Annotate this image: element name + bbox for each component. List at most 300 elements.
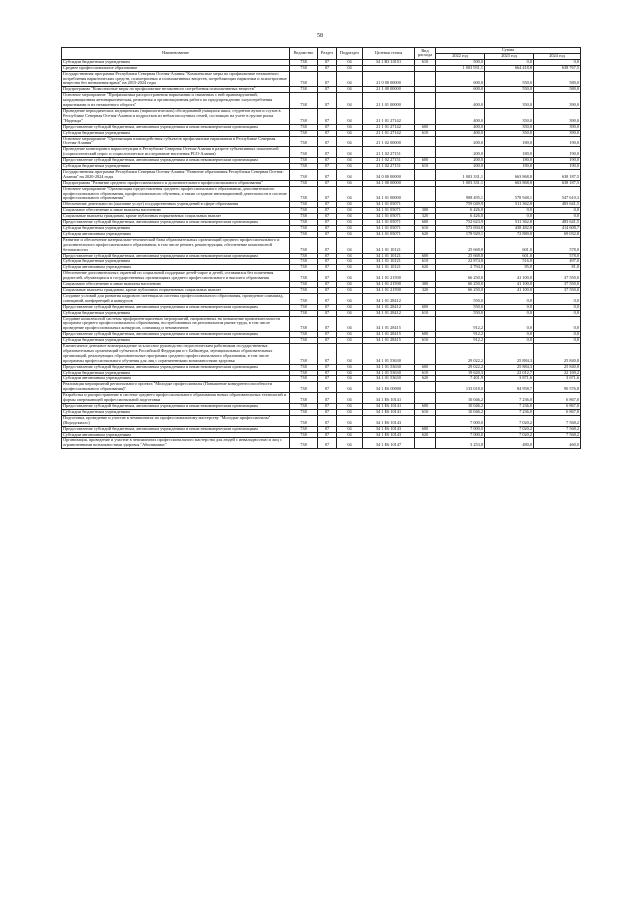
row-2023: 7 236,0 bbox=[485, 393, 534, 404]
row-2024: 0,0 bbox=[534, 59, 581, 65]
row-vr: 620 bbox=[415, 265, 436, 271]
row-razdel: 07 bbox=[318, 409, 337, 415]
header-2023: 2023 год bbox=[485, 53, 534, 59]
row-razdel: 07 bbox=[318, 310, 337, 316]
table-row bbox=[62, 136, 581, 147]
row-podrazdel: 04 bbox=[337, 415, 363, 426]
row-podrazdel: 04 bbox=[337, 338, 363, 344]
row-2023: 578 948,1 bbox=[485, 186, 534, 202]
row-2022: 22 874,8 bbox=[436, 259, 485, 265]
table-row bbox=[62, 316, 581, 332]
row-podrazdel: 04 bbox=[337, 226, 363, 232]
row-razdel: 07 bbox=[318, 108, 337, 124]
row-2024: 6 867,0 bbox=[534, 409, 581, 415]
row-2024: 7 568,2 bbox=[534, 426, 581, 432]
row-name: Проведение мониторинга наркоситуации в Республике Северная Осетия-Алания в разрезе субъективных показателей (социологический опрос и социологическое исследование населения РСО-Алания) bbox=[62, 147, 290, 158]
row-vr bbox=[415, 136, 436, 147]
row-2024: 190,0 bbox=[534, 147, 581, 158]
row-vr: 600 bbox=[415, 220, 436, 226]
row-2022: 25 668,8 bbox=[436, 253, 485, 259]
row-name: Социальные выплаты гражданам, кроме публичных нормативных социальных выплат bbox=[62, 214, 290, 220]
row-razdel: 07 bbox=[318, 237, 337, 253]
row-ved: 738 bbox=[290, 226, 318, 232]
header-cs: Целевая статья bbox=[363, 48, 415, 60]
row-2024: 7 568,2 bbox=[534, 432, 581, 438]
table-header bbox=[62, 48, 581, 60]
row-2024: 483 641,5 bbox=[534, 220, 581, 226]
row-razdel: 07 bbox=[318, 124, 337, 130]
row-cs: 34 1 01 05071 bbox=[363, 214, 415, 220]
row-podrazdel: 04 bbox=[337, 376, 363, 382]
table-row bbox=[62, 382, 581, 393]
row-cs: 34 1 01 28412 bbox=[363, 310, 415, 316]
row-vr bbox=[415, 186, 436, 202]
row-2022: 178 929,1 bbox=[436, 231, 485, 237]
row-cs: 34 1 E6 10143 bbox=[363, 432, 415, 438]
row-cs: 34 1 E6 10143 bbox=[363, 415, 415, 426]
row-2023: 663 868,8 bbox=[485, 180, 534, 186]
header-2024: 2024 год bbox=[534, 53, 581, 59]
table-body bbox=[62, 59, 581, 448]
row-name: Субсидии бюджетным учреждениям bbox=[62, 370, 290, 376]
row-name: Социальное обеспечение и иные выплаты населению bbox=[62, 282, 290, 288]
row-ved: 738 bbox=[290, 259, 318, 265]
row-name: Разработка и распространение в системе среднего профессионального образования новых образовательных технологий и формы опережающей профессиональной подготовки bbox=[62, 393, 290, 404]
row-2023: 25 884,3 bbox=[485, 344, 534, 365]
row-vr bbox=[415, 237, 436, 253]
row-ved: 738 bbox=[290, 231, 318, 237]
row-ved: 738 bbox=[290, 130, 318, 136]
row-2022: 7 000,0 bbox=[436, 415, 485, 426]
header-summa: Сумма bbox=[436, 48, 581, 54]
row-name: Предоставление субсидий бюджетным, автономным учреждениям и иным некоммерческим организациям bbox=[62, 158, 290, 164]
row-ved: 738 bbox=[290, 214, 318, 220]
row-ved: 738 bbox=[290, 338, 318, 344]
table-row bbox=[62, 93, 581, 109]
row-2024: 578,0 bbox=[534, 237, 581, 253]
row-cs: 34 1 01 05071 bbox=[363, 208, 415, 214]
row-podrazdel: 04 bbox=[337, 214, 363, 220]
row-ved: 738 bbox=[290, 409, 318, 415]
row-razdel: 07 bbox=[318, 393, 337, 404]
row-name: Предоставление субсидий бюджетным, автономным учреждениям и иным некоммерческим организациям bbox=[62, 124, 290, 130]
row-name: Субсидии бюджетным учреждениям bbox=[62, 164, 290, 170]
row-cs: 21 1 02 27151 bbox=[363, 147, 415, 158]
row-name: Предоставление субсидий бюджетным, автономным учреждениям и иным некоммерческим организациям bbox=[62, 220, 290, 226]
row-name: Основное мероприятие "Организация взаимодействия субъектов профилактики наркомании в Республике Северная Осетия-Алания" bbox=[62, 136, 290, 147]
row-razdel: 07 bbox=[318, 370, 337, 376]
row-2023: 0,0 bbox=[485, 214, 534, 220]
table-row bbox=[62, 186, 581, 202]
row-podrazdel: 04 bbox=[337, 180, 363, 186]
row-2022: 10 046,2 bbox=[436, 409, 485, 415]
row-cs: 34 1 01 10121 bbox=[363, 237, 415, 253]
row-cs: 34 1 01 28415 bbox=[363, 338, 415, 344]
row-2022: 500,0 bbox=[436, 59, 485, 65]
row-razdel: 07 bbox=[318, 186, 337, 202]
row-podrazdel: 04 bbox=[337, 344, 363, 365]
row-vr: 610 bbox=[415, 338, 436, 344]
row-ved: 738 bbox=[290, 364, 318, 370]
row-cs: 34 1 01 05071 bbox=[363, 220, 415, 226]
table-row bbox=[62, 393, 581, 404]
row-podrazdel: 04 bbox=[337, 65, 363, 71]
row-razdel: 07 bbox=[318, 265, 337, 271]
row-ved: 738 bbox=[290, 415, 318, 426]
row-2024: 414 608,7 bbox=[534, 226, 581, 232]
row-name: Субсидии бюджетным учреждениям bbox=[62, 259, 290, 265]
row-name: Субсидии бюджетным учреждениям bbox=[62, 226, 290, 232]
row-podrazdel: 04 bbox=[337, 282, 363, 288]
row-ved: 738 bbox=[290, 282, 318, 288]
row-razdel: 07 bbox=[318, 415, 337, 426]
row-2022: 200,0 bbox=[436, 147, 485, 158]
row-name: Создание условий для развития кадрового потенциала системы профессионального образования, проведение олимпиад, совещаний, конференций и конкурсов bbox=[62, 293, 290, 304]
row-2023: 85,0 bbox=[485, 265, 534, 271]
row-cs: 34 1 01 21590 bbox=[363, 282, 415, 288]
row-razdel: 07 bbox=[318, 136, 337, 147]
row-2022: 573 694,8 bbox=[436, 226, 485, 232]
row-2024: 25 840,8 bbox=[534, 364, 581, 370]
row-vr: 320 bbox=[415, 214, 436, 220]
row-podrazdel: 04 bbox=[337, 370, 363, 376]
table-row bbox=[62, 169, 581, 180]
row-name: Основное мероприятие "Профилактика распространения наркомании и связанных с ней правонарушений, координационная антинаркотическая, ремонтная и организационная работа по предупреждению злоупотребления наркотиками и их незаконного оборота" bbox=[62, 93, 290, 109]
row-2022: 752 623,9 bbox=[436, 220, 485, 226]
row-podrazdel: 04 bbox=[337, 231, 363, 237]
row-ved: 738 bbox=[290, 93, 318, 109]
row-2024: 547 610,3 bbox=[534, 186, 581, 202]
row-podrazdel: 04 bbox=[337, 220, 363, 226]
row-cs: 34 1 01 10121 bbox=[363, 265, 415, 271]
row-2023: 7 236,0 bbox=[485, 409, 534, 415]
header-ved: Ведомство bbox=[290, 48, 318, 60]
row-podrazdel: 04 bbox=[337, 404, 363, 410]
row-2024: 3 671,6 bbox=[534, 376, 581, 382]
table-row bbox=[62, 438, 581, 449]
row-vr: 610 bbox=[415, 130, 436, 136]
row-ved: 738 bbox=[290, 426, 318, 432]
row-cs: 34 1 01 53630 bbox=[363, 376, 415, 382]
row-ved: 738 bbox=[290, 180, 318, 186]
row-podrazdel: 04 bbox=[337, 382, 363, 393]
row-2023: 3 871,6 bbox=[485, 376, 534, 382]
row-name: Государственная программа Республики Северная Осетия-Алания "Комплексные меры по профилактике незаконного потребления наркотических средств, психотропных и психоактивных веществ, потребляющих наркотики и психотропные вещества без назначения врача" на 2015-2024 годы bbox=[62, 71, 290, 87]
row-2022: 200,0 bbox=[436, 136, 485, 147]
row-name: Субсидии бюджетным учреждениям bbox=[62, 338, 290, 344]
row-razdel: 07 bbox=[318, 271, 337, 282]
row-razdel: 07 bbox=[318, 147, 337, 158]
row-podrazdel: 04 bbox=[337, 393, 363, 404]
row-podrazdel: 04 bbox=[337, 364, 363, 370]
row-cs: 34 1 01 05071 bbox=[363, 226, 415, 232]
row-name: Субсидии бюджетным учреждениям bbox=[62, 59, 290, 65]
row-ved: 738 bbox=[290, 432, 318, 438]
row-2023: 516,0 bbox=[485, 259, 534, 265]
row-2024: 483 641,5 bbox=[534, 202, 581, 208]
row-2022: 19 620,3 bbox=[436, 370, 485, 376]
row-podrazdel: 04 bbox=[337, 158, 363, 164]
row-vr: 600 bbox=[415, 426, 436, 432]
row-vr bbox=[415, 293, 436, 304]
row-name: Предоставление субсидий бюджетным, автономным учреждениям и иным некоммерческим организациям bbox=[62, 304, 290, 310]
row-name: Реализация мероприятий регионального проекта "Молодые профессионалы (Повышение конкурентоспособности профессионального образования)" bbox=[62, 382, 290, 393]
row-name: Субсидии автономным учреждениям bbox=[62, 231, 290, 237]
row-2022: 7 000,0 bbox=[436, 432, 485, 438]
row-ved: 738 bbox=[290, 108, 318, 124]
row-name: Предоставление субсидий бюджетным, автономным учреждениям и иным некоммерческим организациям bbox=[62, 426, 290, 432]
row-cs: 34 1 01 05071 bbox=[363, 202, 415, 208]
row-2022: 7 000,0 bbox=[436, 426, 485, 432]
row-2022: 912,2 bbox=[436, 332, 485, 338]
row-2024: 190,0 bbox=[534, 164, 581, 170]
row-podrazdel: 04 bbox=[337, 310, 363, 316]
row-vr: 600 bbox=[415, 404, 436, 410]
row-ved: 738 bbox=[290, 237, 318, 253]
row-2024: 638 187,5 bbox=[534, 169, 581, 180]
row-ved: 738 bbox=[290, 158, 318, 164]
row-ved: 738 bbox=[290, 376, 318, 382]
row-2022: 400,0 bbox=[436, 130, 485, 136]
row-razdel: 07 bbox=[318, 426, 337, 432]
row-2022: 550,0 bbox=[436, 304, 485, 310]
row-2023: 41 100,0 bbox=[485, 271, 534, 282]
row-ved: 738 bbox=[290, 253, 318, 259]
row-cs: 34 1 01 21590 bbox=[363, 271, 415, 282]
row-2024: 390,0 bbox=[534, 108, 581, 124]
row-razdel: 07 bbox=[318, 293, 337, 304]
row-razdel: 07 bbox=[318, 253, 337, 259]
row-vr: 600 bbox=[415, 332, 436, 338]
row-razdel: 07 bbox=[318, 158, 337, 164]
row-razdel: 07 bbox=[318, 65, 337, 71]
row-razdel: 07 bbox=[318, 220, 337, 226]
row-2024: 0,0 bbox=[534, 293, 581, 304]
row-2023: 25 884,3 bbox=[485, 364, 534, 370]
row-razdel: 07 bbox=[318, 93, 337, 109]
row-razdel: 07 bbox=[318, 282, 337, 288]
row-2024: 580,0 bbox=[534, 87, 581, 93]
row-cs: 21 1 02 00000 bbox=[363, 136, 415, 147]
row-podrazdel: 04 bbox=[337, 409, 363, 415]
row-cs: 34 1 01 00000 bbox=[363, 186, 415, 202]
row-vr bbox=[415, 382, 436, 393]
row-razdel: 07 bbox=[318, 71, 337, 87]
row-ved: 738 bbox=[290, 404, 318, 410]
row-vr: 620 bbox=[415, 376, 436, 382]
row-2023: 664 418,8 bbox=[485, 65, 534, 71]
row-podrazdel: 04 bbox=[337, 316, 363, 332]
row-2024: 580,0 bbox=[534, 71, 581, 87]
row-name: Государственная программа Республики Северная Осетия-Алания "Развитие образования Республики Северная Осетия-Алания" на 2020-2024 годы bbox=[62, 169, 290, 180]
row-name: Субсидии бюджетным учреждениям bbox=[62, 130, 290, 136]
row-podrazdel: 04 bbox=[337, 147, 363, 158]
row-vr: 610 bbox=[415, 310, 436, 316]
row-razdel: 07 bbox=[318, 164, 337, 170]
row-podrazdel: 04 bbox=[337, 265, 363, 271]
row-2022: 25 668,8 bbox=[436, 237, 485, 253]
row-vr bbox=[415, 344, 436, 365]
row-razdel: 07 bbox=[318, 130, 337, 136]
row-podrazdel: 04 bbox=[337, 287, 363, 293]
row-2024: 0,0 bbox=[534, 338, 581, 344]
row-2023: 350,0 bbox=[485, 93, 534, 109]
row-ved: 738 bbox=[290, 124, 318, 130]
row-vr bbox=[415, 169, 436, 180]
page-number: 58 bbox=[317, 33, 323, 39]
row-podrazdel: 04 bbox=[337, 71, 363, 87]
row-2022: 3 253,8 bbox=[436, 438, 485, 449]
row-ved: 738 bbox=[290, 265, 318, 271]
row-ved: 738 bbox=[290, 370, 318, 376]
row-razdel: 07 bbox=[318, 59, 337, 65]
row-2023: 550,0 bbox=[485, 87, 534, 93]
row-name: Среднее профессиональное образование bbox=[62, 65, 290, 71]
row-2022: 600,0 bbox=[436, 71, 485, 87]
row-cs: 34 1 01 28412 bbox=[363, 293, 415, 304]
row-ved: 738 bbox=[290, 293, 318, 304]
row-podrazdel: 04 bbox=[337, 130, 363, 136]
row-name: Обеспечение деятельности (оказание услуг) государственных учреждений в сфере образования bbox=[62, 202, 290, 208]
row-2023: 7 020,2 bbox=[485, 432, 534, 438]
row-ved: 738 bbox=[290, 316, 318, 332]
row-2023: 7 020,2 bbox=[485, 415, 534, 426]
table-row bbox=[62, 108, 581, 124]
row-vr bbox=[415, 271, 436, 282]
row-cs: 21 1 01 27142 bbox=[363, 130, 415, 136]
row-vr: 610 bbox=[415, 259, 436, 265]
row-ved: 738 bbox=[290, 393, 318, 404]
row-ved: 738 bbox=[290, 87, 318, 93]
row-podrazdel: 04 bbox=[337, 271, 363, 282]
row-vr bbox=[415, 147, 436, 158]
header-razdel: Раздел bbox=[318, 48, 337, 60]
row-2022: 10 046,2 bbox=[436, 393, 485, 404]
row-ved: 738 bbox=[290, 271, 318, 282]
row-razdel: 07 bbox=[318, 169, 337, 180]
row-razdel: 07 bbox=[318, 338, 337, 344]
row-cs: 34 0 00 00000 bbox=[363, 169, 415, 180]
row-vr bbox=[415, 438, 436, 449]
row-razdel: 07 bbox=[318, 344, 337, 365]
row-razdel: 07 bbox=[318, 231, 337, 237]
table-row bbox=[62, 293, 581, 304]
row-2022: 10 046,2 bbox=[436, 404, 485, 410]
header-vr: Вид расхода bbox=[415, 48, 436, 60]
row-vr: 610 bbox=[415, 59, 436, 65]
row-2024: 0,0 bbox=[534, 310, 581, 316]
table-row bbox=[62, 147, 581, 158]
row-ved: 738 bbox=[290, 382, 318, 393]
row-2023: 350,0 bbox=[485, 130, 534, 136]
row-vr bbox=[415, 108, 436, 124]
row-2022: 912,2 bbox=[436, 316, 485, 332]
row-2023: 0,0 bbox=[485, 338, 534, 344]
row-name: Основное мероприятие "Организация предоставления среднего профессионального образования, дополнительного профессионального образования, профессионального обучения, а также создание инновационной деятельности в системе профессионального образования" bbox=[62, 186, 290, 202]
budget-table bbox=[61, 47, 581, 449]
row-2023: 0,0 bbox=[485, 304, 534, 310]
row-2023: 350,0 bbox=[485, 124, 534, 130]
row-ved: 738 bbox=[290, 164, 318, 170]
row-podrazdel: 04 bbox=[337, 59, 363, 65]
row-2022: 66 250,0 bbox=[436, 282, 485, 288]
row-podrazdel: 04 bbox=[337, 164, 363, 170]
row-2023: 180,0 bbox=[485, 164, 534, 170]
row-cs: 21 1 01 27142 bbox=[363, 124, 415, 130]
row-name: Развитие и обеспечение материально-технической базы образовательных организаций среднего профессионального и дополнительного профессионального образования, в том числе ремонт, реконструкция, обеспечение комплексной безопасности bbox=[62, 237, 290, 253]
row-name: Социальное обеспечение и иные выплаты населению bbox=[62, 208, 290, 214]
row-2023: 438 482,8 bbox=[485, 226, 534, 232]
row-2024: 0,0 bbox=[534, 332, 581, 338]
row-2022: 6 426,0 bbox=[436, 208, 485, 214]
row-ved: 738 bbox=[290, 344, 318, 365]
row-name: Предоставление субсидий бюджетным, автономным учреждениям и иным некоммерческим организациям bbox=[62, 404, 290, 410]
row-2024: 460,0 bbox=[534, 438, 581, 449]
row-cs: 34 1 E6 10143 bbox=[363, 426, 415, 432]
row-name: Ежемесячное денежное вознаграждение за классное руководство педагогическим работникам государственных образовательных организаций субъектов Российской Федерации и г. Байконура, муниципальных образовательных организаций, реализующих образовательные программы среднего профессионального образования, в том числе программы профессионального обучения для лиц с ограниченными возможностями здоровья bbox=[62, 344, 290, 365]
row-2023: 22 012,7 bbox=[485, 370, 534, 376]
row-razdel: 07 bbox=[318, 208, 337, 214]
row-podrazdel: 04 bbox=[337, 259, 363, 265]
row-vr bbox=[415, 71, 436, 87]
row-podrazdel: 04 bbox=[337, 108, 363, 124]
row-podrazdel: 04 bbox=[337, 124, 363, 130]
row-2022: 550,0 bbox=[436, 310, 485, 316]
row-2022: 550,0 bbox=[436, 293, 485, 304]
row-2024: 638 187,5 bbox=[534, 180, 581, 186]
row-vr: 610 bbox=[415, 226, 436, 232]
row-vr bbox=[415, 393, 436, 404]
row-vr: 320 bbox=[415, 287, 436, 293]
row-name: Субсидии автономным учреждениям bbox=[62, 376, 290, 382]
row-2023: 41 100,0 bbox=[485, 287, 534, 293]
row-razdel: 07 bbox=[318, 316, 337, 332]
row-podrazdel: 04 bbox=[337, 208, 363, 214]
row-podrazdel: 04 bbox=[337, 426, 363, 432]
row-ved: 738 bbox=[290, 71, 318, 87]
row-2023: 480,0 bbox=[485, 438, 534, 449]
table-row bbox=[62, 71, 581, 87]
row-name: Субсидии бюджетным учреждениям bbox=[62, 409, 290, 415]
row-2022: 133 018,0 bbox=[436, 382, 485, 393]
row-name: Предоставление субсидий бюджетным, автономным учреждениям и иным некоммерческим организациям bbox=[62, 253, 290, 259]
row-ved: 738 bbox=[290, 186, 318, 202]
row-cs: 34 1 В3 10151 bbox=[363, 59, 415, 65]
row-cs: 34 1 E6 10141 bbox=[363, 404, 415, 410]
row-name: Субсидии автономным учреждениям bbox=[62, 432, 290, 438]
row-podrazdel: 04 bbox=[337, 169, 363, 180]
row-razdel: 07 bbox=[318, 438, 337, 449]
row-name: Подпрограмма "Развитие среднего профессионального и дополнительного профессионального образования" bbox=[62, 180, 290, 186]
row-2024: 25 840,8 bbox=[534, 344, 581, 365]
row-2022: 759 049,9 bbox=[436, 202, 485, 208]
row-2022: 200,0 bbox=[436, 158, 485, 164]
row-2023: 180,0 bbox=[485, 136, 534, 147]
row-2022: 600,0 bbox=[436, 87, 485, 93]
row-razdel: 07 bbox=[318, 87, 337, 93]
row-cs: 21 1 01 27142 bbox=[363, 108, 415, 124]
row-podrazdel: 04 bbox=[337, 202, 363, 208]
row-2023: 72 880,0 bbox=[485, 231, 534, 237]
row-2022: 400,0 bbox=[436, 93, 485, 109]
row-ved: 738 bbox=[290, 59, 318, 65]
row-cs: 34 1 01 21590 bbox=[363, 287, 415, 293]
row-2023: 0,0 bbox=[485, 332, 534, 338]
row-2022: 6 426,0 bbox=[436, 214, 485, 220]
row-2022: 1 003 331,1 bbox=[436, 169, 485, 180]
row-podrazdel: 04 bbox=[337, 293, 363, 304]
row-cs: 34 1 E6 10141 bbox=[363, 409, 415, 415]
